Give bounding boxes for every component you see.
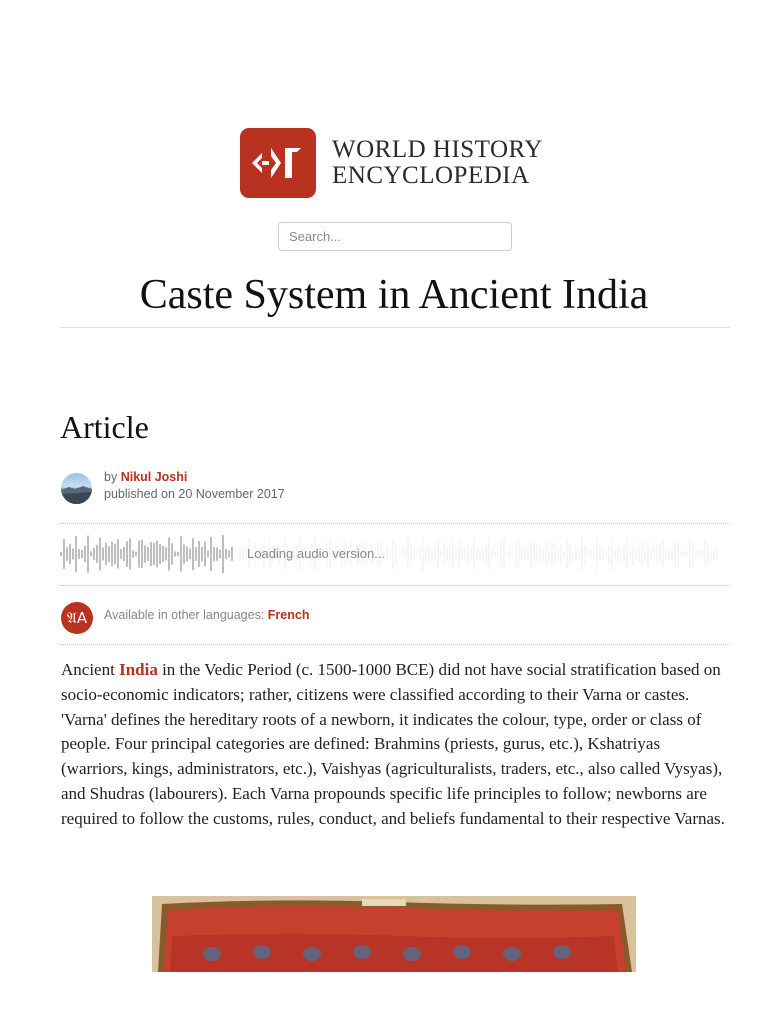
article-intro <box>61 658 729 832</box>
languages-prefix: Available in other languages: <box>104 608 265 622</box>
site-logo[interactable] <box>240 128 543 198</box>
languages-available <box>104 608 309 622</box>
byline-by: by <box>104 470 118 484</box>
page-title: Caste System in Ancient India <box>139 272 649 318</box>
author-link[interactable]: Nikul Joshi <box>120 470 188 484</box>
audio-status: Loading audio version... <box>247 546 386 561</box>
article-image[interactable] <box>152 896 636 972</box>
intro-text-rest: in the Vedic Period (c. 1500-1000 BCE) did not have social stratification based on socio-economic indicators; rather, citizens were classified according to their Varna or castes. 'Varna' defines the hereditary roots of a newborn, it indicates the colour, type, order or class of people. Four principal categories are defined: Brahmins (priests, gurus, etc.), Kshatriyas (warriors, kings, administrators, etc.), Vaishyas (agriculturalists, traders, etc., also called Vysyas), and Shudras (labourers). Each Varna propounds specific life principles to follow; newborns are required to follow the customs, rules, conduct, and beliefs fundamental to their respective Varnas. <box>61 660 725 828</box>
byline-divider <box>60 523 730 524</box>
audio-divider <box>60 585 730 586</box>
title-divider <box>60 327 730 328</box>
logo-wordmark <box>332 137 543 189</box>
intro-text-start: Ancient <box>61 660 120 679</box>
logo-line-1: WORLD HISTORY <box>332 136 543 163</box>
india-link[interactable]: India <box>119 660 158 679</box>
world-history-encyclopedia-logo-icon <box>240 128 316 198</box>
author-avatar[interactable] <box>61 473 92 504</box>
logo-line-2: ENCYCLOPEDIA <box>332 162 530 189</box>
translate-icon: 𝔄A <box>61 602 93 634</box>
byline <box>104 469 285 503</box>
published-date: published on 20 November 2017 <box>104 487 285 501</box>
audio-waveform[interactable] <box>60 530 730 578</box>
search-input[interactable] <box>278 222 512 251</box>
language-link-french[interactable]: French <box>267 608 310 622</box>
languages-divider <box>60 644 730 645</box>
section-title: Article <box>60 409 149 445</box>
